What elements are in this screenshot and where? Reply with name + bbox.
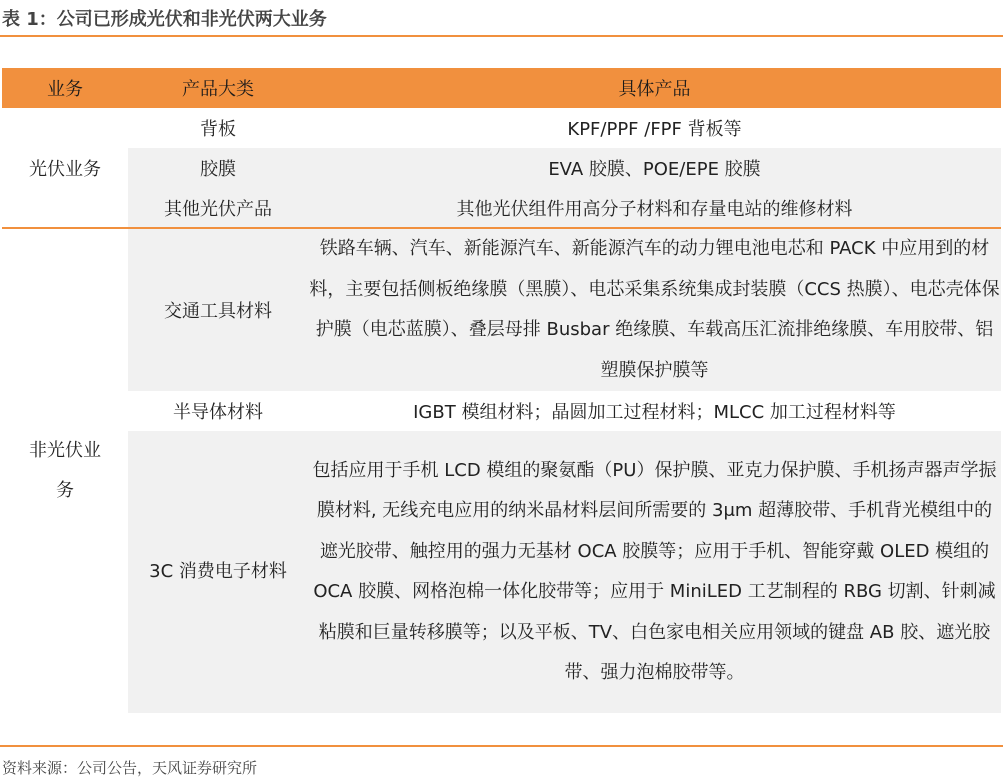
- products-cell: KPF/PPF /FPF 背板等: [567, 119, 742, 140]
- category-cell: 其他光伏产品: [128, 188, 308, 228]
- header-products: 具体产品: [308, 68, 1001, 108]
- table-row: [2, 431, 1001, 713]
- products-cell: 铁路车辆、汽车、新能源汽车、新能源汽车的动力锂电池电芯和 PACK 中应用到的材料，主要包括侧板绝缘膜（黑膜）、电芯采集系统集成封装膜（CCS 热膜）、电芯壳体保护膜（电芯蓝膜）、叠层母排 Busbar 绝缘膜、车载高压汇流排绝缘膜、车用胶带、铝塑膜保护膜等: [308, 228, 1001, 391]
- category-cell: 胶膜: [128, 148, 308, 188]
- bottom-divider: [0, 745, 1003, 747]
- source-note: 资料来源：公司公告，天风证券研究所: [2, 759, 258, 777]
- products-cell: 包括应用于手机 LCD 模组的聚氨酯（PU）保护膜、亚克力保护膜、手机扬声器声学振膜材料, 无线充电应用的纳米晶材料层间所需要的 3μm 超薄胶带、手机背光模组中的遮光胶带、触控用的强力无基材 OCA 胶膜等；应用于手机、智能穿戴 OLED 模组的 OCA 胶膜、网格泡棉一体化胶带等；应用于 MiniLED 工艺制程的 RBG 切割、针刺减粘膜和巨量转移膜等；以及平板、TV、白色家电相关应用领域的键盘 AB 胶、遮光胶带、强力泡棉胶带等。: [308, 431, 1001, 713]
- category-cell: [128, 431, 308, 713]
- category-cell: 半导体材料: [173, 402, 263, 423]
- business-table: [2, 68, 1001, 713]
- header-category: 产品大类: [128, 68, 308, 108]
- header-row: [2, 68, 1001, 108]
- products-cell: EVA 胶膜、POE/EPE 胶膜: [308, 148, 1001, 188]
- products-cell: IGBT 模组材料；晶圆加工过程材料；MLCC 加工过程材料等: [413, 402, 896, 423]
- business-nonpv: [2, 228, 128, 713]
- table-title: 表 1：公司已形成光伏和非光伏两大业务: [2, 9, 327, 30]
- header-business: 业务: [2, 68, 128, 108]
- business-nonpv-label: 非光伏业务: [29, 440, 101, 501]
- category-cell: 背板: [200, 119, 236, 140]
- category-cell: 交通工具材料: [128, 228, 308, 391]
- table-row: [2, 108, 1001, 148]
- category-3c-label: 3C 消费电子材料: [149, 561, 287, 582]
- business-pv: 光伏业务: [29, 158, 101, 180]
- products-cell: 其他光伏组件用高分子材料和存量电站的维修材料: [308, 188, 1001, 228]
- table-row: [2, 148, 1001, 188]
- table-row: [2, 228, 1001, 391]
- table-row: [2, 188, 1001, 228]
- table-row: [2, 391, 1001, 431]
- title-divider: [0, 35, 1003, 37]
